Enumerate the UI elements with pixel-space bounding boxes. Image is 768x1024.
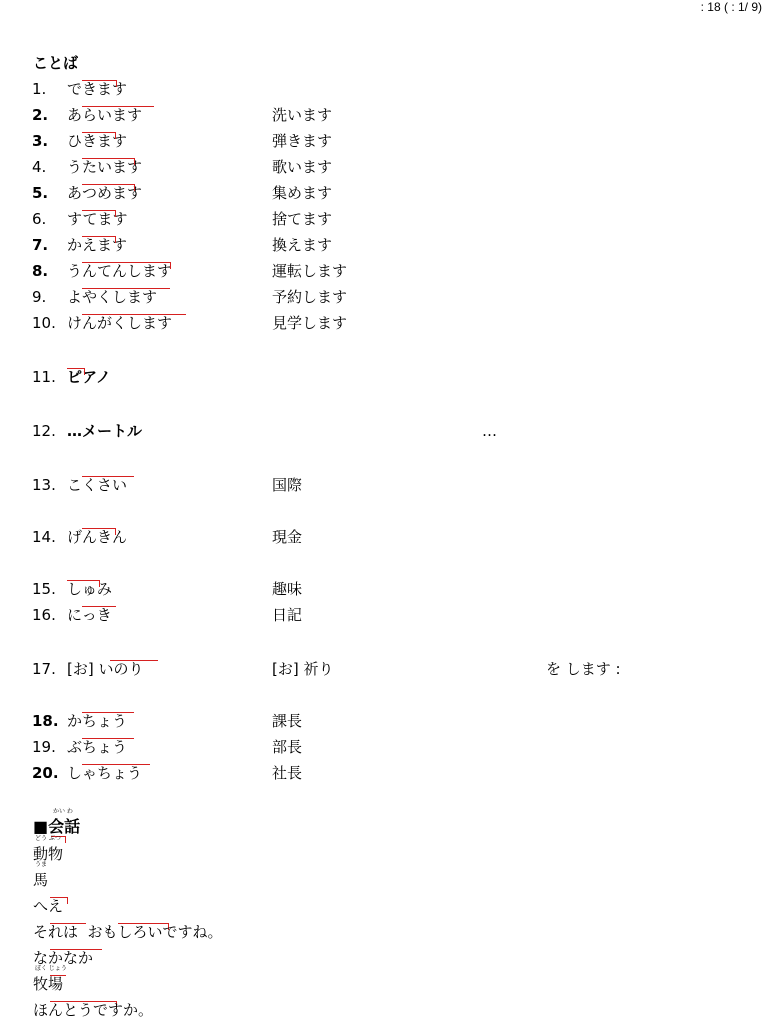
conversation-line: ほんとうですか。: [33, 1001, 154, 1019]
pitch-accent-mark: [82, 106, 154, 107]
vocab-kana: かえます: [67, 236, 128, 254]
pitch-accent-mark: [67, 580, 99, 581]
vocab-kana: …メートル: [67, 422, 143, 440]
ruby-annotation: どう ぶつ: [35, 835, 61, 842]
vocab-kana: こくさい: [67, 476, 128, 494]
pitch-accent-mark: [82, 210, 115, 211]
pitch-accent-mark: [82, 288, 170, 289]
conversation-title: ■会話: [33, 817, 81, 836]
vocab-kana: ぶちょう: [67, 738, 128, 756]
vocab-number: 20.: [32, 764, 59, 782]
vocab-row: [32, 656, 752, 682]
vocab-kanji: 弾きます: [272, 132, 333, 150]
section-title: ことば: [33, 54, 79, 72]
conversation-line: 動物: [33, 845, 64, 863]
conversation-line: 牧場: [33, 975, 64, 993]
ruby-annotation: うま: [35, 861, 48, 868]
vocab-kanji: 換えます: [272, 236, 333, 254]
pitch-accent-mark: [82, 528, 115, 529]
vocab-number: 8.: [32, 262, 49, 280]
vocab-number: 15.: [32, 580, 56, 598]
vocab-number: 9.: [32, 288, 47, 306]
conversation-line: 馬: [33, 871, 49, 889]
pitch-accent-mark: [82, 712, 134, 713]
vocab-kanji: 洗います: [272, 106, 333, 124]
pitch-accent-mark: [82, 738, 134, 739]
vocab-note: を します :: [546, 660, 621, 678]
vocab-kana: うたいます: [67, 158, 143, 176]
vocab-number: 11.: [32, 368, 56, 386]
vocab-kana: うんてんします: [67, 262, 173, 280]
vocab-kana: できます: [67, 80, 128, 98]
vocab-number: 12.: [32, 422, 56, 440]
vocab-kana: かちょう: [67, 712, 128, 730]
conversation-line: へえ: [33, 897, 64, 915]
vocab-kanji: 予約します: [272, 288, 348, 306]
vocab-number: 3.: [32, 132, 49, 150]
vocab-row: [32, 364, 752, 390]
vocab-kanji: 歌います: [272, 158, 333, 176]
vocab-kanji: 現金: [272, 528, 303, 546]
vocab-row: [32, 734, 752, 760]
page-header: : 18 ( : 1/ 9): [700, 0, 762, 14]
vocab-row: [32, 102, 752, 128]
vocab-row: [32, 284, 752, 310]
vocab-kanji: 社長: [272, 764, 303, 782]
pitch-accent-mark: [82, 184, 134, 185]
vocab-row: [32, 760, 752, 786]
vocab-number: 18.: [32, 712, 59, 730]
vocab-number: 5.: [32, 184, 49, 202]
vocab-kana: けんがくします: [67, 314, 173, 332]
conversation-line: なかなか: [33, 949, 94, 967]
vocab-number: 1.: [32, 80, 47, 98]
vocab-kana: すてます: [67, 210, 128, 228]
pitch-accent-mark: [82, 606, 116, 607]
vocab-row: [32, 154, 752, 180]
vocab-kana: にっき: [67, 606, 112, 624]
vocab-kanji: 見学します: [272, 314, 348, 332]
vocab-kana: あらいます: [67, 106, 143, 124]
vocab-row: [32, 232, 752, 258]
vocab-row: [32, 128, 752, 154]
vocab-row: [32, 180, 752, 206]
vocab-number: 2.: [32, 106, 49, 124]
pitch-accent-mark: [82, 262, 170, 263]
pitch-accent-mark: [82, 314, 186, 315]
ruby-annotation: かい わ: [53, 808, 73, 815]
vocab-number: 10.: [32, 314, 56, 332]
vocab-row: [32, 472, 752, 498]
vocab-extra: …: [482, 422, 497, 440]
vocab-kanji: 集めます: [272, 184, 333, 202]
vocab-kana: ひきます: [67, 132, 128, 150]
vocab-kanji: 捨てます: [272, 210, 333, 228]
vocab-row: [32, 524, 752, 550]
vocab-row: [32, 206, 752, 232]
vocab-number: 13.: [32, 476, 56, 494]
vocab-kanji: 課長: [272, 712, 303, 730]
vocab-row: [32, 76, 752, 102]
ruby-annotation: ぼく じょう: [35, 965, 67, 972]
vocab-kana: よやくします: [67, 288, 158, 306]
vocab-kana: あつめます: [67, 184, 143, 202]
vocab-kana: ピアノ: [67, 368, 111, 386]
conversation-line: それは おもしろいですね。: [33, 923, 223, 941]
pitch-accent-mark: [110, 660, 158, 661]
vocab-number: 17.: [32, 660, 56, 678]
vocab-kana: しゅみ: [67, 580, 113, 598]
vocab-row: [32, 708, 752, 734]
pitch-accent-mark: [67, 368, 84, 369]
vocab-kanji: 国際: [272, 476, 303, 494]
vocab-kana: しゃちょう: [67, 764, 143, 782]
vocab-number: 7.: [32, 236, 49, 254]
vocab-kana: [お] いのり: [67, 660, 144, 678]
vocab-number: 16.: [32, 606, 56, 624]
vocab-number: 4.: [32, 158, 47, 176]
pitch-accent-mark: [82, 764, 150, 765]
vocab-kanji: 部長: [272, 738, 303, 756]
vocab-row: [32, 576, 752, 602]
vocab-kanji: 日記: [272, 606, 303, 624]
vocab-row: [32, 418, 752, 444]
pitch-accent-mark: [82, 80, 116, 81]
pitch-accent-mark: [82, 158, 134, 159]
pitch-accent-mark: [82, 132, 115, 133]
vocab-number: 6.: [32, 210, 47, 228]
pitch-accent-mark: [82, 476, 134, 477]
vocab-kana: げんきん: [67, 528, 128, 546]
vocab-kanji: 趣味: [272, 580, 303, 598]
pitch-accent-mark: [82, 236, 115, 237]
vocab-number: 19.: [32, 738, 56, 756]
vocab-number: 14.: [32, 528, 56, 546]
vocab-kanji: 運転します: [272, 262, 348, 280]
vocab-row: [32, 258, 752, 284]
vocab-kanji: [お] 祈り: [272, 660, 334, 678]
vocab-row: [32, 310, 752, 336]
vocab-row: [32, 602, 752, 628]
